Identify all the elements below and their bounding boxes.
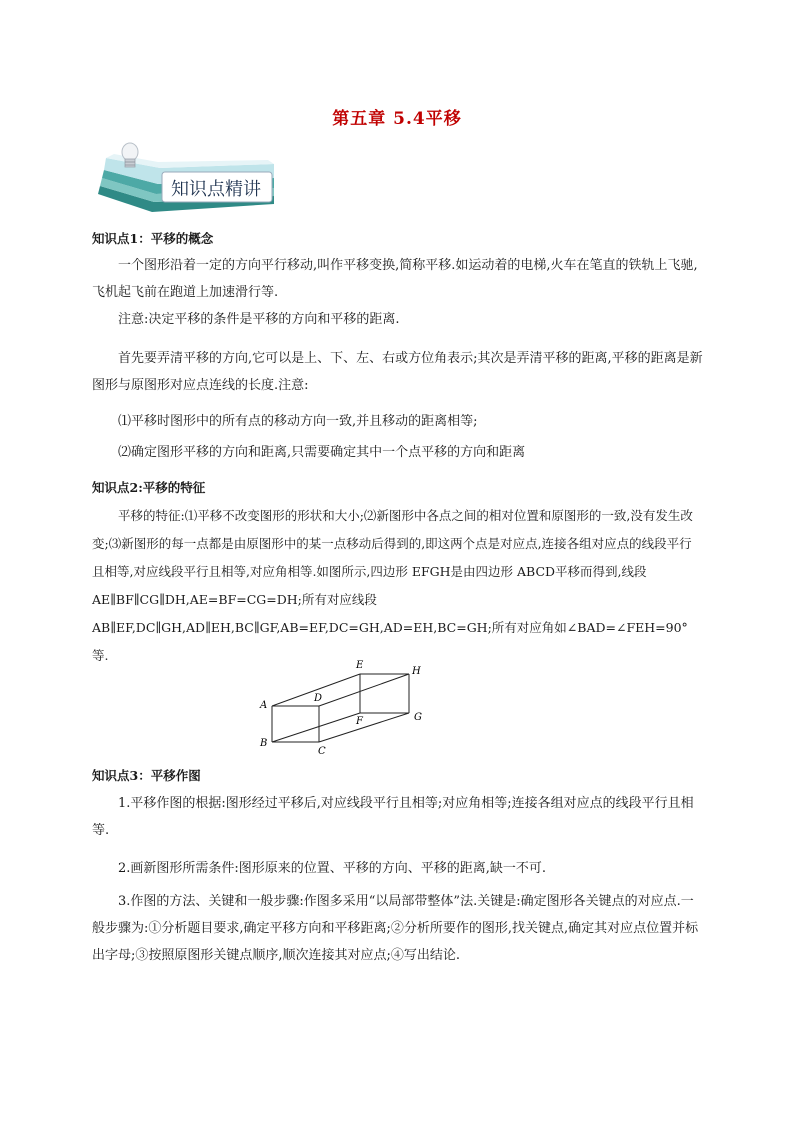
label-e: E (356, 660, 364, 671)
segment-dh (319, 674, 409, 706)
section-2-heading: 知识点2:平移的特征 (92, 480, 206, 495)
section-3-paragraph-2: 2.画新图形所需条件:图形原来的位置、平移的方向、平移的距离,缺一不可. (118, 861, 547, 876)
label-b: B (260, 738, 268, 749)
label-c: C (318, 746, 326, 756)
label-d: D (314, 693, 323, 704)
label-h: H (412, 666, 421, 677)
page-title: 第五章 5.4平移 (332, 109, 462, 129)
section-1-note-2: ⑵确定图形平移的方向和距离,只需要确定其中一个点平移的方向和距离 (118, 445, 526, 460)
section-3-paragraph-3: 3.作图的方法、关键和一般步骤:作图多采用“以局部带整体”法.关键是:确定图形各关键点的对应点.一般步骤为:①分析题目要求,确定平移方向和平移距离;②分析所要作的图形,找关键点,确定其对应点位置并标出字母;③按照原图形关键点顺序,顺次连接其对应点;④写出结论. (92, 894, 699, 963)
section-badge-label: 知识点精讲 (171, 179, 261, 200)
section-1-heading: 知识点1：平移的概念 (92, 231, 214, 246)
section-2-paragraph-1: 平移的特征:⑴平移不改变图形的形状和大小;⑵新图形中各点之间的相对位置和原图形的一致,没有发生改变;⑶新图形的每一点都是由原图形中的某一点移动后得到的,即这两个点是对应点,连接各组对应点的线段平行且相等,对应线段平行且相等,对应角相等.如图所示,四边形 EFGH是由四边形 ABCD平移而得到,线段 AE∥BF∥CG∥DH,AE=BF=CG=DH;所有对应线段 AB∥EF,DC∥GH,AD∥EH,BC∥GF,AB=EF,DC=GH,AD=EH,BC=GH;所有对应角如∠BAD=∠FEH=90°等. (92, 508, 693, 663)
section-1-note-1: ⑴平移时图形中的所有点的移动方向一致,并且移动的距离相等; (118, 414, 478, 429)
translation-figure (252, 656, 432, 756)
section-3-paragraph-1: 1.平移作图的根据:图形经过平移后,对应线段平行且相等;对应角相等;连接各组对应点的线段平行且相等. (92, 796, 694, 838)
segment-cg (319, 713, 409, 742)
section-1-paragraph-1: 一个图形沿着一定的方向平行移动,叫作平移变换,简称平移.如运动着的电梯,火车在笔直的铁轨上飞驰,飞机起飞前在跑道上加速滑行等. (92, 258, 698, 300)
section-3-heading: 知识点3：平移作图 (92, 768, 201, 783)
label-f: F (356, 716, 363, 727)
label-g: G (414, 712, 422, 723)
label-a: A (260, 700, 268, 711)
section-1-paragraph-2: 注意:决定平移的条件是平移的方向和平移的距离. (118, 312, 400, 327)
segment-bf-hidden (272, 713, 360, 742)
section-1-paragraph-3: 首先要弄清平移的方向,它可以是上、下、左、右或方位角表示;其次是弄清平移的距离,平移的距离是新图形与原图形对应点连线的长度.注意: (92, 351, 703, 393)
